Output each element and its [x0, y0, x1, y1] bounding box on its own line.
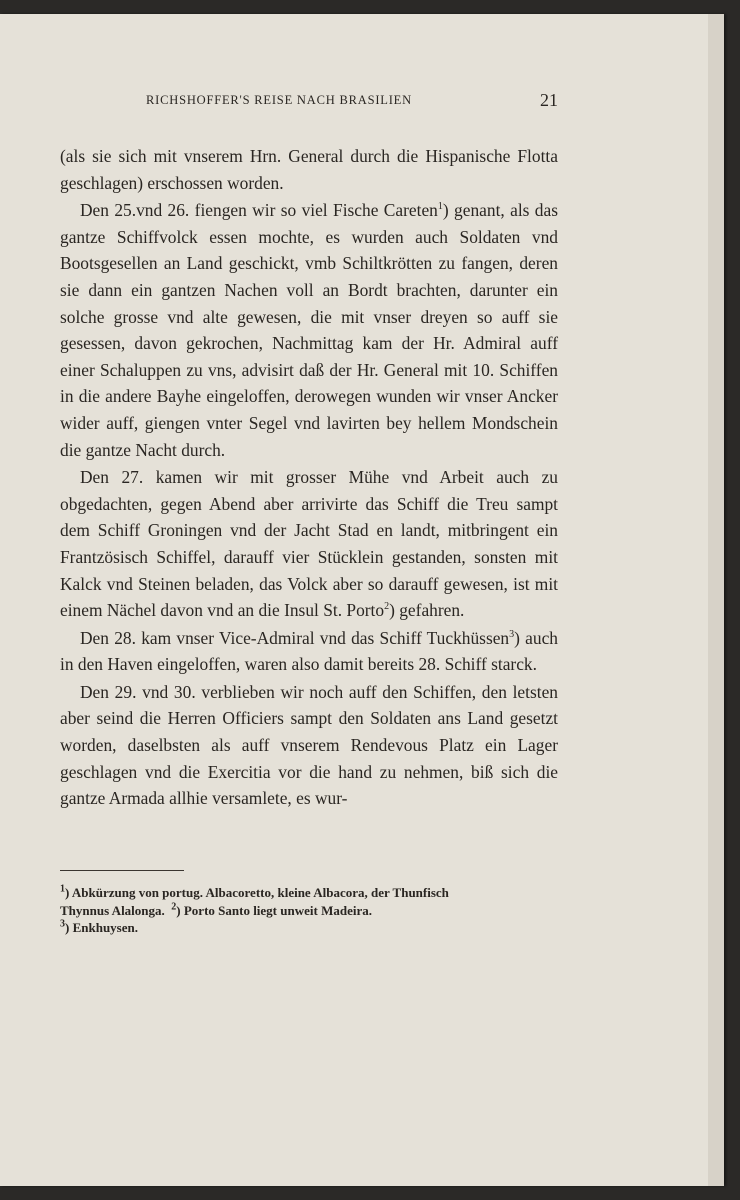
paragraph-3-text-after: ) gefahren.: [389, 600, 465, 621]
footnote-2-mark: 2: [171, 901, 177, 913]
footnote-3-text: ) Enkhuysen.: [65, 920, 138, 936]
footnote-3-mark: 3: [60, 918, 65, 930]
paragraph-3-text-before: Den 27. kamen wir mit grosser Mühe vnd Arbeit auch zu obgedachten, gegen Abend aber arrivirte das Schiff die Treu sampt dem Schiff Groningen vnd der Jacht Stad en landt, mitbringent ein Frantzösisch Schiffel, darauff vier Stücklein gestanden, sonsten mit Kalck vnd Steinen beladen, das Volck aber so darauff gewesen, ist mit einem Nächel davon vnd an die Insul St. Porto: [60, 467, 558, 621]
paragraph-2-text-after: ) genant, als das gantze Schiffvolck essen mochte, es wurden auch Soldaten vnd Bootsgesellen an Land geschickt, vmb Schiltkrötten zu fangen, deren sie dann ein gantzen Nachen voll an Bordt brachten, darunter ein solche grosse vnd alte gewesen, die mit vnser dreyen so auff sie gesessen, davon gekrochen, Nachmittag kam der Hr. Admiral auff einer Schaluppen zu vns, advisirt daß der Hr. General mit 10. Schiffen in die andere Bayhe eingeloffen, derowegen wunden wir vnser Ancker wider auff, giengen vnter Segel vnd lavirten bey hellem Mondschein die gantze Nacht durch.: [60, 200, 558, 460]
page-number: 21: [540, 90, 558, 110]
footnote-ref-2: 2: [384, 601, 390, 613]
paragraph-4: [60, 625, 558, 678]
footnote-1-text-cont: Thynnus Alalonga.: [60, 902, 165, 918]
paragraph-4-text-after: ) auch in den Haven eingeloffen, waren also damit bereits 28. Schiff starck.: [60, 627, 558, 675]
footnote-divider: [60, 870, 184, 871]
paragraph-2-text-before: Den 25.vnd 26. fiengen wir so viel Fische Careten: [80, 200, 438, 221]
footnote-3: [60, 919, 558, 937]
footnote-1-mark: 1: [60, 883, 65, 895]
footnotes: [60, 884, 558, 937]
running-title: RICHSHOFFER'S REISE NACH BRASILIEN: [146, 93, 412, 107]
footnote-2-text: ) Porto Santo liegt unweit Madeira.: [176, 902, 372, 918]
paragraph-5-text: Den 29. vnd 30. verblieben wir noch auff den Schiffen, den letsten aber seind die Herren Officiers sampt den Soldaten ans Land gesetzt worden, daselbsten als auff vnserem Rendevous Platz ein Lager geschlagen vnd die Exercitia vor die hand zu nehmen, biß sich die gantze Armada allhie versamlete, es wur-: [60, 681, 558, 809]
footnote-ref-1: 1: [437, 201, 443, 213]
paragraph-1-line-1: (als sie sich mit vnserem Hrn. General durch die Hispanische: [60, 146, 511, 166]
paragraph-1: [60, 143, 558, 196]
paragraph-2: [60, 197, 558, 463]
footnote-ref-3: 3: [509, 628, 515, 640]
footnote-1-continued: [60, 902, 558, 920]
paragraph-5: [60, 679, 558, 812]
paragraph-4-text-before: Den 28. kam vnser Vice-Admiral vnd das Schiff Tuckhüssen: [80, 627, 510, 648]
paragraph-1-line-2: Flotta geschlagen) erschossen worden.: [60, 146, 558, 193]
page-edge: [708, 14, 724, 1186]
body-text: [60, 143, 558, 812]
footnote-1-text: ) Abkürzung von portug. Albacoretto, kleine Albacora, der Thunfisch: [65, 885, 449, 900]
paragraph-3: [60, 464, 558, 624]
page-header: [60, 90, 558, 114]
footnote-1: [60, 884, 558, 902]
